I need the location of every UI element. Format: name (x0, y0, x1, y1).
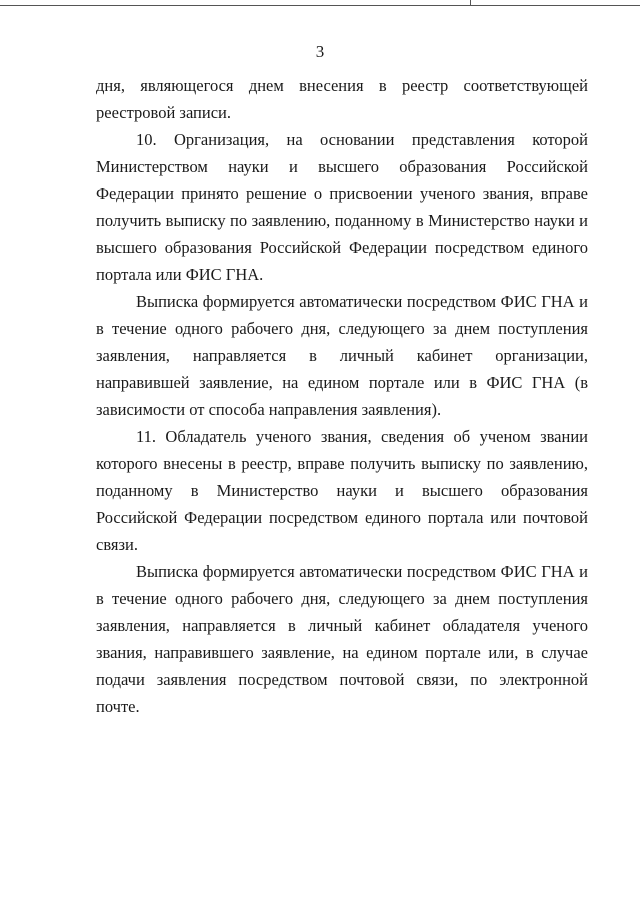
paragraph-item-11: 11. Обладатель ученого звания, сведения об ученом звании которого внесены в реестр, вправе получить выписку по заявлению, поданному в Министерство науки и высшего образования Российской Федерации посредством единого портала или почтовой связи. (96, 427, 588, 554)
body-text (96, 72, 588, 720)
page-number: 3 (315, 42, 325, 61)
paragraph-extract-holder: Выписка формируется автоматически посредством ФИС ГНА и в течение одного рабочего дня, следующего за днем поступления заявления, направляется в личный кабинет обладателя ученого звания, направившего заявление, на едином портале или, в случае подачи заявления посредством почтовой связи, по электронной почте. (96, 562, 588, 716)
paragraph-continuation: дня, являющегося днем внесения в реестр соответствующей реестровой записи. (96, 76, 588, 122)
scan-edge-line (0, 5, 640, 6)
paragraph-item-10: 10. Организация, на основании представления которой Министерством науки и высшего образования Российской Федерации принято решение о присвоении ученого звания, вправе получить выписку по заявлению, поданному в Министерство науки и высшего образования Российской Федерации посредством единого портала или ФИС ГНА. (96, 130, 588, 284)
scan-edge-tick (470, 0, 471, 6)
paragraph-extract-organization: Выписка формируется автоматически посредством ФИС ГНА и в течение одного рабочего дня, следующего за днем поступления заявления, направляется в личный кабинет организации, направившей заявление, на едином портале или в ФИС ГНА (в зависимости от способа направления заявления). (96, 292, 588, 419)
